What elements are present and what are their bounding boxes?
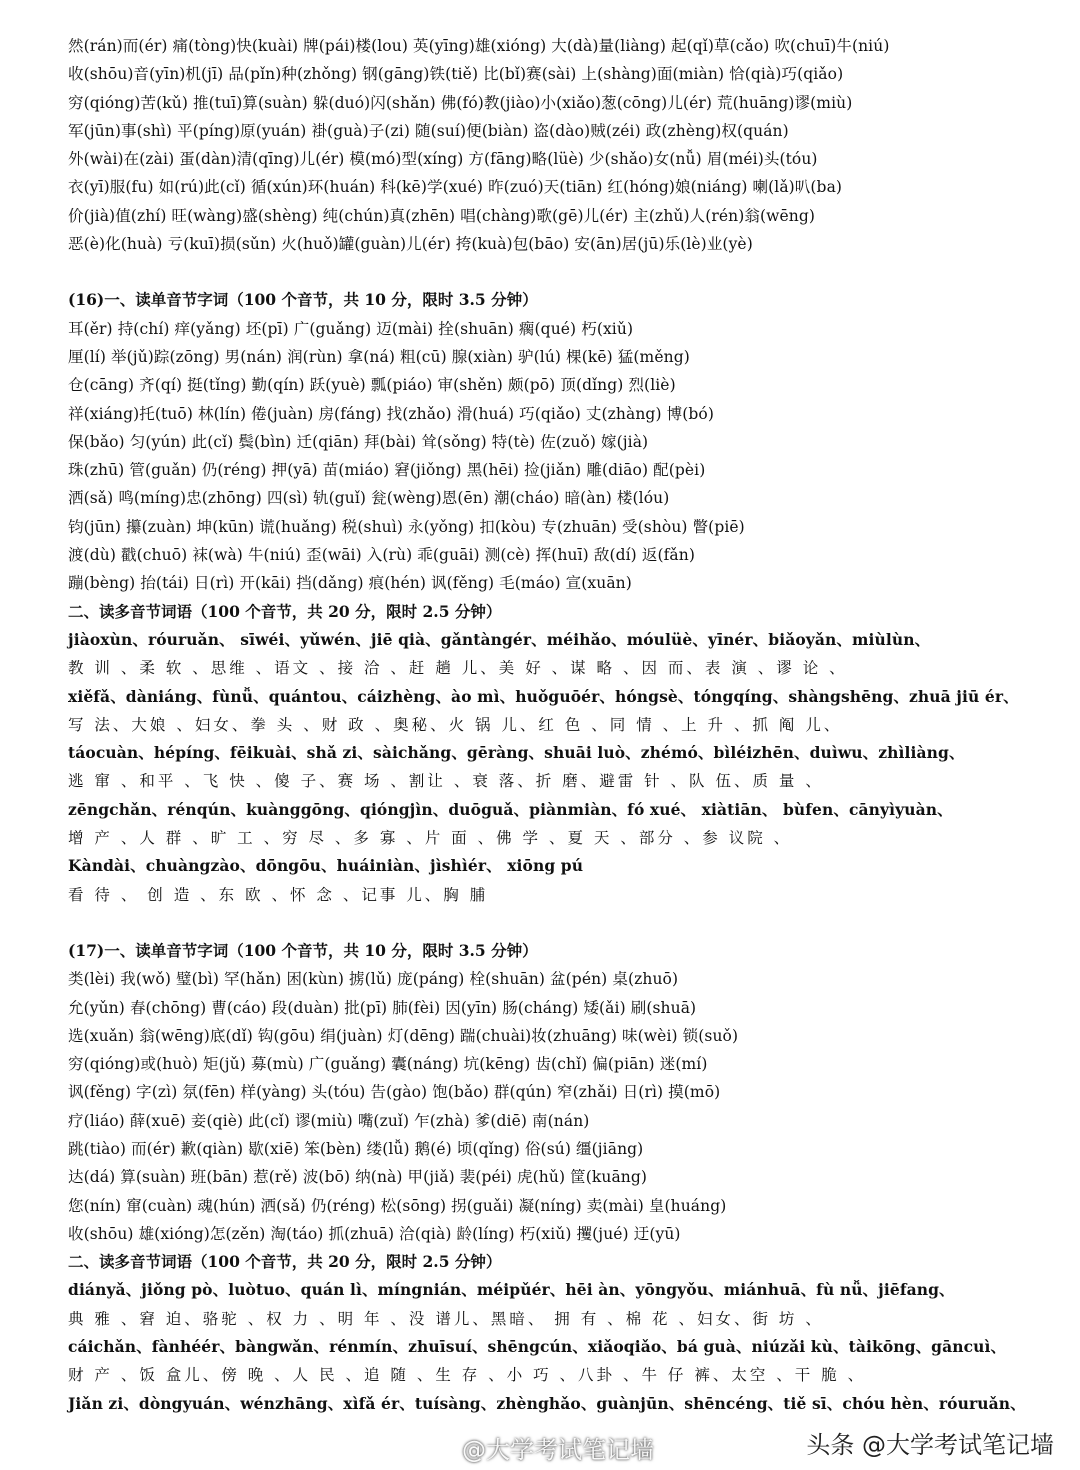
section-17 [68,937,1058,1418]
text-line: 耳(ěr) 持(chí) 痒(yǎng) 坯(pī) 广(guǎng) 迈(mài) 拴(shuān) 瘸(qué) 朽(xiǔ) [68,319,634,338]
text-line: 然(rán)而(ér) 痛(tòng)快(kuài) 牌(pái)楼(lou) 英(yīng)雄(xióng) 大(dà)量(liàng) 起(qǐ)草(cǎo) 吹(chuī)牛(niú) [68,37,890,55]
text-line: 保(bǎo) 匀(yún) 此(cǐ) 鬓(bìn) 迁(qiān) 拜(bài) 耸(sǒng) 特(tè) 佐(zuǒ) 嫁(jià) [68,432,649,451]
hanzi-line: 增 产 、人 群 、旷 工 、穷 尽 、多 寡 、片 面 、佛 学 、夏 天 、部分 、参 议院 、 [68,829,793,848]
pinyin-line: zēngchǎn、rénqún、kuànggōng、qióngjìn、duōguǎ、piànmiàn、fó xué、 xiàtiān、 bùfen、cānyìyuàn、 [68,799,953,819]
text-line: 疗(liáo) 薛(xuē) 妾(qiè) 此(cǐ) 谬(miù) 嘴(zuǐ) 乍(zhà) 爹(diē) 南(nán) [68,1111,590,1130]
hanzi-line: 写 法、大娘 、妇女、拳 头 、财 政 、奥秘、火 锅 儿、红 色 、同 情 、上 升 、抓 阄 儿、 [68,715,843,734]
text-line: 收(shōu)音(yīn)机(jī) 品(pǐn)种(zhǒng) 钢(gāng)铁(tiě) 比(bǐ)赛(sài) 上(shàng)面(miàn) 恰(qià)巧(qiǎo) [68,65,844,84]
text-line: 渡(dù) 戳(chuō) 袜(wà) 牛(niú) 歪(wāi) 入(rù) 乖(guāi) 测(cè) 挥(huī) 敌(dí) 返(fǎn) [68,546,695,565]
watermark-text: @大学考试笔记墙 [462,1435,654,1464]
pinyin-line: jiàoxùn、róuruǎn、 sīwéi、yǔwén、jiē qià、gǎntàngér、méihǎo、móulüè、yīnér、biǎoyǎn、miùlùn、 [68,629,931,649]
text-line: 您(nín) 窜(cuàn) 魂(hún) 洒(sǎ) 仍(réng) 松(sōng) 拐(guǎi) 凝(níng) 卖(mài) 皇(huáng) [68,1196,727,1215]
pinyin-line: diányǎ、jiǒng pò、luòtuo、quán lì、míngnián、méipǔér、hēi àn、yōngyǒu、miánhuā、fù nǚ、jiēfang、 [68,1280,955,1300]
text-line: 收(shōu) 雄(xióng)怎(zěn) 淘(táo) 抓(zhuā) 洽(qià) 龄(líng) 朽(xiǔ) 攫(jué) 迂(yū) [68,1224,681,1243]
section-16-part2-heading: 二、读多音节词语（100 个音节，共 20 分，限时 2.5 分钟） [68,601,502,621]
hanzi-line: 看 待 、 创 造 、东 欧 、怀 念 、记事 儿、胸 脯 [68,885,489,904]
pinyin-line: xiěfǎ、dàniáng、fùnǚ、quántou、cáizhèng、ào mì、huǒguōér、hóngsè、tóngqíng、shàngshēng、zhuā jiū ér、 [68,686,1019,706]
text-line: 选(xuǎn) 翁(wēng)底(dǐ) 钩(gōu) 绢(juàn) 灯(dēng) 踹(chuài)妆(zhuāng) 味(wèi) 锁(suǒ) [68,1026,739,1045]
text-line: 允(yǔn) 春(chōng) 曹(cáo) 段(duàn) 批(pī) 肺(fèi) 因(yīn) 肠(cháng) 矮(ǎi) 刷(shuā) [68,998,697,1017]
pinyin-line: cáichǎn、fànhéér、bàngwǎn、rénmín、zhuīsuí、shēngcún、xiǎoqiǎo、bá guà、niúzǎi kù、tàikōng、gāncuì、 [68,1337,1007,1357]
text-line: 讽(fěng) 字(zì) 氛(fēn) 样(yàng) 头(tóu) 告(gào) 饱(bǎo) 群(qún) 窄(zhǎi) 日(rì) 摸(mō) [68,1083,721,1102]
text-line: 达(dá) 算(suàn) 班(bān) 惹(rě) 波(bō) 纳(nà) 甲(jiǎ) 裴(péi) 虎(hǔ) 筐(kuāng) [68,1168,648,1187]
text-line: 衣(yī)服(fu) 如(rú)此(cǐ) 循(xún)环(huán) 科(kē)学(xué) 昨(zuó)天(tiān) 红(hóng)娘(niáng) 喇(lǎ)叭(ba) [68,178,843,197]
text-line: 跳(tiào) 而(ér) 歉(qiàn) 歇(xiē) 笨(bèn) 缕(lǚ) 鹅(é) 顷(qǐng) 俗(sú) 缰(jiāng) [68,1139,644,1158]
hanzi-line: 典 雅 、窘 迫、骆驼 、权 力 、明 年 、没 谱儿、黑暗、 拥 有 、棉 花 、妇女、街 坊 、 [68,1309,824,1328]
section-16 [68,286,1058,909]
hanzi-line: 财 产 、饭 盒儿、傍 晚 、人 民 、追 随 、生 存 、小 巧 、八卦 、牛 仔 裤、太空 、干 脆 、 [68,1366,867,1385]
text-line: 外(wài)在(zài) 蛋(dàn)清(qīng)儿(ér) 模(mó)型(xíng) 方(fāng)略(lüè) 少(shǎo)女(nǚ) 眉(méi)头(tóu) [68,150,818,169]
text-line: 蹦(bèng) 抬(tái) 日(rì) 开(kāi) 挡(dǎng) 痕(hén) 讽(fěng) 毛(máo) 宣(xuān) [68,574,632,593]
text-line: 军(jūn)事(shì) 平(píng)原(yuán) 褂(guà)子(zi) 随(suí)便(biàn) 盗(dào)贼(zéi) 政(zhèng)权(quán) [68,121,789,140]
toutiao-watermark [802,1422,1058,1462]
pinyin-line: Jiǎn zi、dòngyuán、wénzhāng、xìfǎ ér、tuísàng、zhènghǎo、guànjūn、shēncéng、tiě sī、chóu hèn、róuruǎn、 [68,1393,1026,1413]
text-line: 珠(zhū) 管(guǎn) 仍(réng) 押(yā) 苗(miáo) 窘(jiǒng) 黑(hēi) 捡(jiǎn) 雕(diāo) 配(pèi) [68,461,706,480]
text-line: 恶(è)化(huà) 亏(kuī)损(sǔn) 火(huǒ)罐(guàn)儿(ér) 挎(kuà)包(bāo) 安(ān)居(jū)乐(lè)业(yè) [68,235,753,254]
document-page [68,32,1058,1418]
section-17-part2-heading: 二、读多音节词语（100 个音节，共 20 分，限时 2.5 分钟） [68,1252,502,1272]
text-line: 价(jià)值(zhí) 旺(wàng)盛(shèng) 纯(chún)真(zhēn) 唱(chàng)歌(gē)儿(ér) 主(zhǔ)人(rén)翁(wēng) [68,206,816,225]
text-line: 钧(jūn) 攥(zuàn) 坤(kūn) 谎(huǎng) 税(shuì) 永(yǒng) 扣(kòu) 专(zhuān) 受(shòu) 瞥(piē) [68,517,745,536]
pinyin-line: Kàndài、chuàngzào、dōngōu、huáiniàn、jìshìér、 xiōng pú [68,856,584,876]
text-line: 厘(lí) 举(jǔ)踪(zōng) 男(nán) 润(rùn) 拿(ná) 粗(cū) 腺(xiàn) 驴(lú) 棵(kē) 猛(měng) [68,347,690,366]
weibo-icon [430,1436,456,1458]
weibo-watermark [430,1430,654,1464]
toutiao-text: 头条 @大学考试笔记墙 [806,1430,1054,1459]
text-line: 祥(xiáng)托(tuō) 林(lín) 倦(juàn) 房(fáng) 找(zhǎo) 滑(huá) 巧(qiǎo) 丈(zhàng) 博(bó) [68,404,714,423]
section-17-part1-heading: (17)一、读单音节字词（100 个音节，共 10 分，限时 3.5 分钟） [68,940,538,960]
text-line: 穷(qióng)苦(kǔ) 推(tuī)算(suàn) 躲(duó)闪(shǎn) 佛(fó)教(jiào)小(xiǎo)葱(cōng)儿(ér) 荒(huāng)谬(miù) [68,93,853,112]
text-line: 穷(qióng)或(huò) 矩(jǔ) 募(mù) 广(guǎng) 囊(náng) 坑(kēng) 齿(chǐ) 偏(piān) 迷(mí) [68,1055,708,1074]
text-line: 仓(cāng) 齐(qí) 挺(tǐng) 勤(qín) 跃(yuè) 瓢(piáo) 审(shěn) 颇(pō) 顶(dǐng) 烈(liè) [68,376,676,395]
text-line: 洒(sǎ) 鸣(míng)忠(zhōng) 四(sì) 轨(guǐ) 瓮(wèng)恩(ēn) 潮(cháo) 暗(àn) 楼(lóu) [68,489,670,508]
section-16-part1-heading: (16)一、读单音节字词（100 个音节，共 10 分，限时 3.5 分钟） [68,290,538,310]
hanzi-line: 逃 窜 、和平 、飞 快 、傻 子、赛 场 、割让 、衰 落、折 磨、避雷 针 、队 伍、质 量 、 [68,772,824,791]
pinyin-line: táocuàn、hépíng、fēikuài、shǎ zi、sàichǎng、gēràng、shuāi luò、zhémó、bìléizhēn、duìwu、zhìliàng、 [68,743,965,763]
hanzi-line: 教 训 、柔 软 、思维 、语文 、接 洽 、赶 趟 儿、美 好 、谋 略 、因 而、表 演 、谬 论 、 [68,659,848,678]
text-line: 类(lèi) 我(wǒ) 璧(bì) 罕(hǎn) 困(kùn) 掳(lǔ) 庞(páng) 栓(shuān) 盆(pén) 桌(zhuō) [68,970,679,989]
top-word-list [68,32,1058,258]
